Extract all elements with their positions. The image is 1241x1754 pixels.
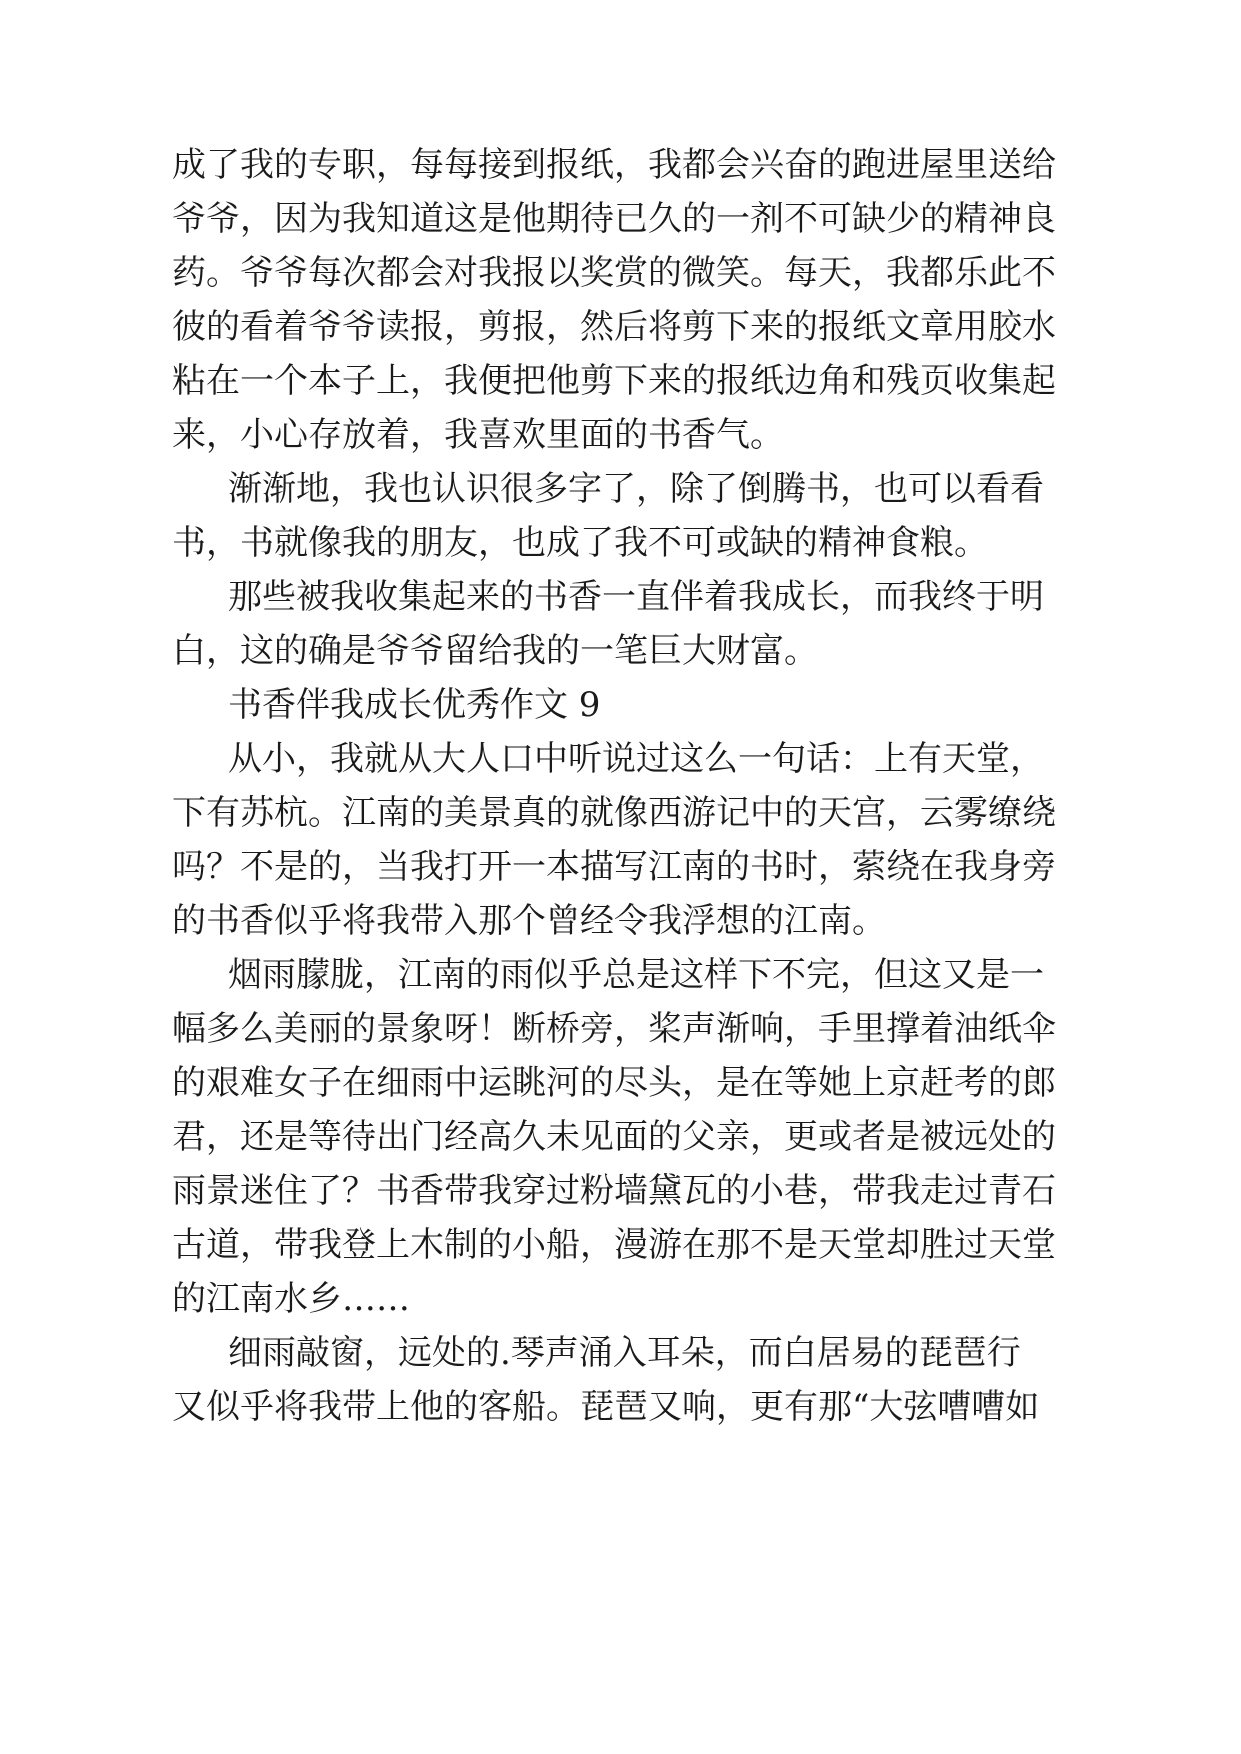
text-line: 吗？不是的，当我打开一本描写江南的书时，萦绕在我身旁: [172, 847, 1056, 887]
paragraph-first-line: 烟雨朦胧，江南的雨似乎总是这样下不完，但这又是一: [228, 955, 1044, 995]
paragraph-first-line: 从小，我就从大人口中听说过这么一句话：上有天堂，: [228, 739, 1044, 779]
text-line: 药。爷爷每次都会对我报以奖赏的微笑。每天，我都乐此不: [172, 253, 1056, 293]
paragraph-first-line: 那些被我收集起来的书香一直伴着我成长，而我终于明: [228, 577, 1044, 617]
text-line: 爷爷，因为我知道这是他期待已久的一剂不可缺少的精神良: [172, 199, 1056, 239]
text-line: 下有苏杭。江南的美景真的就像西游记中的天宫，云雾缭绕: [172, 793, 1056, 833]
text-line: 白，这的确是爷爷留给我的一笔巨大财富。: [172, 631, 818, 671]
paragraph-first-line: 细雨敲窗，远处的.琴声涌入耳朵，而白居易的琵琶行: [228, 1333, 1021, 1373]
section-heading: 书香伴我成长优秀作文 9: [228, 685, 601, 725]
text-line: 的艰难女子在细雨中运眺河的尽头，是在等她上京赶考的郎: [172, 1063, 1056, 1103]
text-line: 成了我的专职，每每接到报纸，我都会兴奋的跑进屋里送给: [172, 145, 1056, 185]
text-line: 的书香似乎将我带入那个曾经令我浮想的江南。: [172, 901, 886, 941]
text-line: 粘在一个本子上，我便把他剪下来的报纸边角和残页收集起: [172, 361, 1056, 401]
text-line: 雨景迷住了？书香带我穿过粉墙黛瓦的小巷，带我走过青石: [172, 1171, 1056, 1211]
text-line: 的江南水乡……: [172, 1279, 410, 1319]
text-line: 幅多么美丽的景象呀！断桥旁，桨声渐响，手里撑着油纸伞: [172, 1009, 1056, 1049]
text-line: 来，小心存放着，我喜欢里面的书香气。: [172, 415, 784, 455]
text-line: 古道，带我登上木制的小船，漫游在那不是天堂却胜过天堂: [172, 1225, 1056, 1265]
text-line: 彼的看着爷爷读报，剪报，然后将剪下来的报纸文章用胶水: [172, 307, 1056, 347]
paragraph-first-line: 渐渐地，我也认识很多字了，除了倒腾书，也可以看看: [228, 469, 1044, 509]
text-line: 君，还是等待出门经高久未见面的父亲，更或者是被远处的: [172, 1117, 1056, 1157]
text-line: 又似乎将我带上他的客船。琵琶又响，更有那“大弦嘈嘈如: [172, 1387, 1040, 1427]
text-line: 书，书就像我的朋友，也成了我不可或缺的精神食粮。: [172, 523, 988, 563]
